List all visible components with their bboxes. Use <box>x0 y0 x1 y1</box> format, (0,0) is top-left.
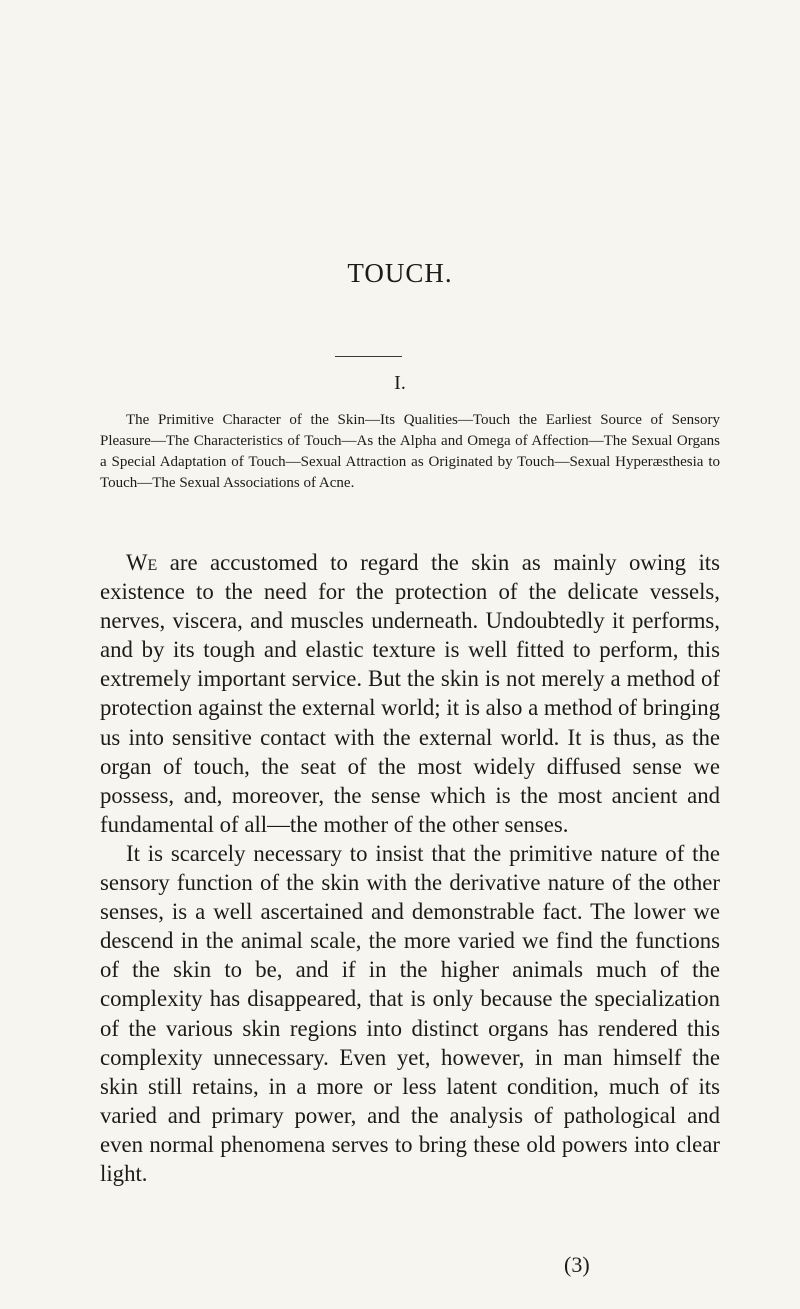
body-text <box>100 548 720 1188</box>
paragraph-2: It is scarcely necessary to insist that the primitive nature of the sensory function of the skin with the derivative nature of the other senses, is a well ascertained and demonstrable fact. The lower we descend in the animal scale, the more varied we find the functions of the skin to be, and if in the higher animals much of the complexity has disappeared, that is only because the specialization of the various skin regions into distinct organs has rendered this complexity unnecessary. Even yet, however, in man himself the skin still retains, in a more or less latent condition, much of its varied and primary power, and the analysis of pathological and even normal phenomena serves to bring these old powers into clear light. <box>100 840 720 1186</box>
paragraph-1-lead-word: We <box>126 550 158 575</box>
paragraph-1-text: are accustomed to regard the skin as mainly owing its existence to the need for the protection of the delicate vessels, nerves, viscera, and muscles underneath. Undoubtedly it performs, and by its tough and elastic texture is well fitted to perform, this extremely important service. But the skin is not merely a method of protection against the external world; it is also a method of bringing us into sensitive contact with the external world. It is thus, as the organ of touch, the seat of the most widely diffused sense we possess, and, moreover, the sense which is the most ancient and fundamental of all—the mother of the other senses. <box>100 550 720 837</box>
chapter-synopsis: The Primitive Character of the Skin—Its Qualities—Touch the Earliest Source of Sensory Pleasure—The Characteristics of Touch—As the Alpha and Omega of Affection—The Sexual Organs a Special Adaptation of Touch—Sexual Attraction as Originated by Touch—Sexual Hyperæsthesia to Touch—The Sexual Associations of Acne. <box>100 412 720 491</box>
paragraph-1 <box>100 548 720 839</box>
chapter-number: I. <box>394 372 406 394</box>
title-divider <box>335 356 402 357</box>
page-number: (3) <box>564 1252 590 1277</box>
page-title: TOUCH. <box>347 258 453 288</box>
